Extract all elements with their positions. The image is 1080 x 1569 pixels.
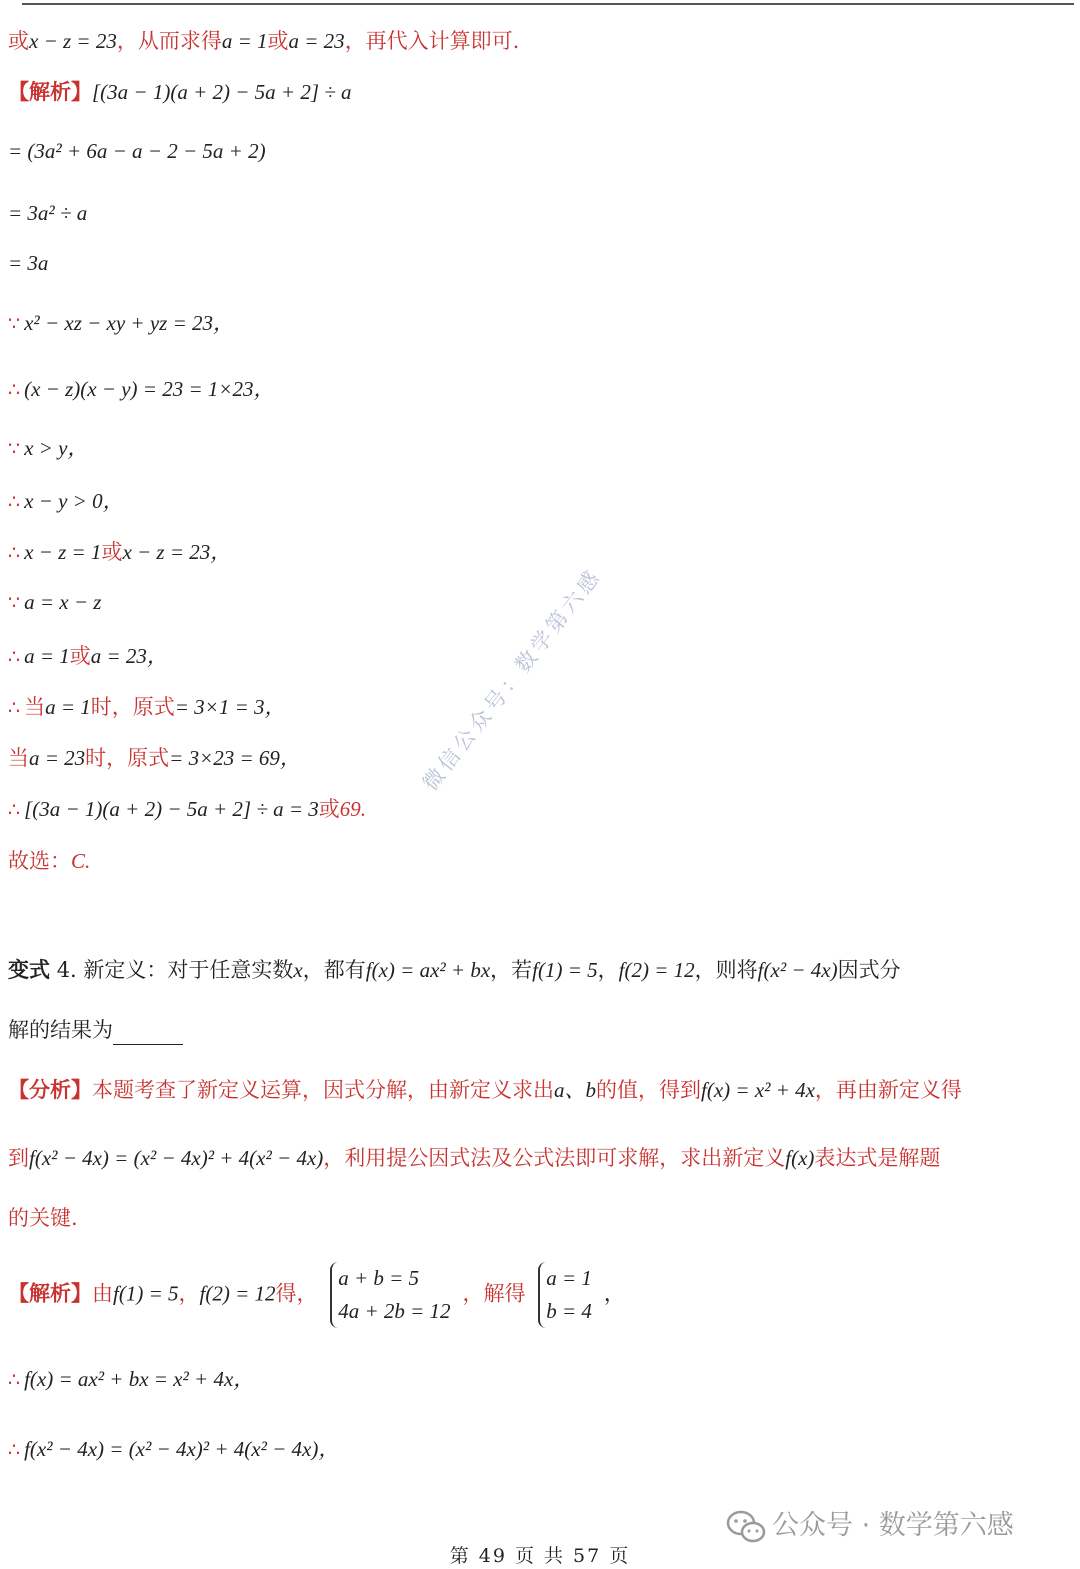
- page-footer: 第 49 页 共 57 页: [449, 1545, 631, 1567]
- answer-blank: [113, 1024, 183, 1045]
- math: (x − z)(x − y) = 23 = 1×23，: [24, 377, 275, 401]
- because-symbol: ∵: [8, 438, 21, 460]
- text: 或: [69, 644, 91, 668]
- text: 时，原式: [90, 695, 175, 719]
- equation: a + b = 5: [338, 1266, 420, 1290]
- solution-line: [8, 1262, 625, 1328]
- therefore-symbol: ∴: [8, 379, 21, 401]
- because-symbol: ∵: [8, 313, 21, 335]
- brand-text: 公众号 · 数学第六感: [772, 1510, 1014, 1541]
- math: [(3a − 1)(a + 2) − 5a + 2] ÷ a = 3: [24, 797, 319, 821]
- question-line: [8, 1015, 183, 1045]
- equation: 4a + 2b = 12: [338, 1299, 451, 1323]
- text: 得，: [275, 1281, 318, 1306]
- therefore-symbol: ∴: [8, 542, 21, 564]
- text: 表达式是解题: [814, 1146, 941, 1170]
- math: f(x) = ax² + bx: [365, 958, 491, 982]
- text: 当: [24, 695, 46, 719]
- math-step: [8, 537, 231, 568]
- math-step: [8, 587, 101, 618]
- math: f(x² − 4x) = (x² − 4x)² + 4(x² − 4x)，: [24, 1437, 340, 1461]
- solution-tag: 【解析】: [8, 1280, 92, 1306]
- text: ，利用提公因式法及公式法即可求解，求出新定义: [323, 1146, 786, 1170]
- math-step: [8, 433, 88, 464]
- math-step: [8, 692, 286, 723]
- math: x: [293, 958, 303, 982]
- math: a = 23，: [90, 644, 168, 668]
- analysis-line: 的关键.: [8, 1206, 78, 1230]
- math: = 3×1 = 3，: [174, 695, 286, 719]
- math: f(x) = x² + 4x: [701, 1078, 815, 1102]
- math: f(x² − 4x) = (x² − 4x)² + 4(x² − 4x): [29, 1146, 324, 1170]
- math: f(x² − 4x): [757, 958, 838, 982]
- math: f(1) = 5: [532, 958, 598, 982]
- equation: a = 1: [546, 1266, 592, 1290]
- watermark: 微信公众号：数学第六感: [418, 563, 607, 796]
- text: ，若: [490, 958, 533, 982]
- analysis-tag: 【分析】: [8, 1077, 92, 1102]
- text: ，: [597, 958, 619, 982]
- math: a = 1: [221, 29, 268, 53]
- text: ，解得: [462, 1281, 526, 1306]
- math: f(1) = 5: [113, 1281, 179, 1306]
- solution-system: [538, 1262, 598, 1328]
- math-step: [8, 641, 168, 672]
- math-step: = (3a² + 6a − a − 2 − 5a + 2): [8, 139, 266, 163]
- math: a = 23: [29, 746, 86, 770]
- line-conclusion: [8, 26, 519, 56]
- therefore-symbol: ∴: [8, 799, 21, 821]
- answer-choice: C.: [71, 849, 91, 873]
- text: ，从而求得: [116, 29, 222, 53]
- text: ，再代入计算即可.: [344, 29, 520, 53]
- therefore-symbol: ∴: [8, 1369, 21, 1391]
- text: 或: [8, 29, 29, 53]
- text: ，: [178, 1281, 200, 1306]
- text: 由: [92, 1281, 113, 1306]
- math: a = 23: [288, 29, 345, 53]
- text: 当: [8, 746, 29, 770]
- brand-badge: [726, 1503, 1014, 1544]
- answer-line: [8, 846, 90, 876]
- math-step: = 3a: [8, 251, 49, 275]
- therefore-symbol: ∴: [8, 1439, 21, 1461]
- equation: b = 4: [546, 1299, 592, 1323]
- therefore-symbol: ∴: [8, 697, 21, 719]
- question-line: [8, 955, 901, 985]
- therefore-symbol: ∴: [8, 491, 21, 513]
- math-step: [8, 794, 366, 825]
- text: ，都有: [302, 958, 366, 982]
- solution-line: [8, 1364, 254, 1395]
- text: 时，原式: [85, 746, 170, 770]
- text: ，则将: [694, 958, 758, 982]
- text: 或: [101, 540, 123, 564]
- math: f(2) = 12: [199, 1281, 276, 1306]
- math: x > y，: [24, 436, 89, 460]
- text: 因式分: [837, 958, 901, 982]
- text: 到: [8, 1146, 29, 1170]
- because-symbol: ∵: [8, 592, 21, 614]
- line-solution-start: [8, 77, 352, 107]
- math: x − z = 23，: [122, 540, 232, 564]
- math-step: [8, 308, 234, 339]
- text: 故选：: [8, 849, 71, 873]
- math: a = x − z: [24, 590, 102, 614]
- text: 本题考查了新定义运算，因式分解，由新定义求出: [92, 1078, 554, 1102]
- math: x − z = 1: [24, 540, 102, 564]
- math: x − y > 0，: [24, 489, 124, 513]
- math-step: [8, 374, 275, 405]
- solution-line: [8, 1434, 339, 1465]
- therefore-symbol: ∴: [8, 646, 21, 668]
- text: ，再由新定义得: [814, 1078, 962, 1102]
- math: f(x): [785, 1146, 815, 1170]
- text: 或: [318, 797, 340, 821]
- text: 新定义：对于任意实数: [83, 958, 294, 982]
- math: [(3a − 1)(a + 2) − 5a + 2] ÷ a: [92, 80, 352, 104]
- analysis-line: [8, 1143, 940, 1173]
- text: 的值，得到: [596, 1078, 701, 1102]
- math-step: [8, 486, 124, 517]
- text: 或: [267, 29, 289, 53]
- wechat-icon: [726, 1510, 766, 1544]
- math: 69.: [339, 797, 367, 821]
- math: a = 1: [24, 644, 70, 668]
- math: f(x) = ax² + bx = x² + 4x，: [24, 1367, 255, 1391]
- analysis-line: [8, 1075, 962, 1105]
- math-step: = 3a² ÷ a: [8, 201, 88, 225]
- math: f(2) = 12: [618, 958, 695, 982]
- math: x² − xz − xy + yz = 23，: [24, 311, 235, 335]
- math: a、b: [554, 1078, 596, 1102]
- equation-system: [330, 1262, 456, 1328]
- math: x − z = 23: [29, 29, 117, 53]
- question-number: 4.: [56, 958, 77, 982]
- question-tag: 变式: [8, 957, 50, 982]
- math: a = 1: [45, 695, 91, 719]
- solution-tag: 【解析】: [8, 79, 92, 104]
- text: ，: [603, 1281, 625, 1306]
- top-rule: [22, 3, 1074, 5]
- math-step: [8, 743, 301, 773]
- text: 解的结果为: [8, 1018, 113, 1042]
- math: = 3×23 = 69，: [169, 746, 301, 770]
